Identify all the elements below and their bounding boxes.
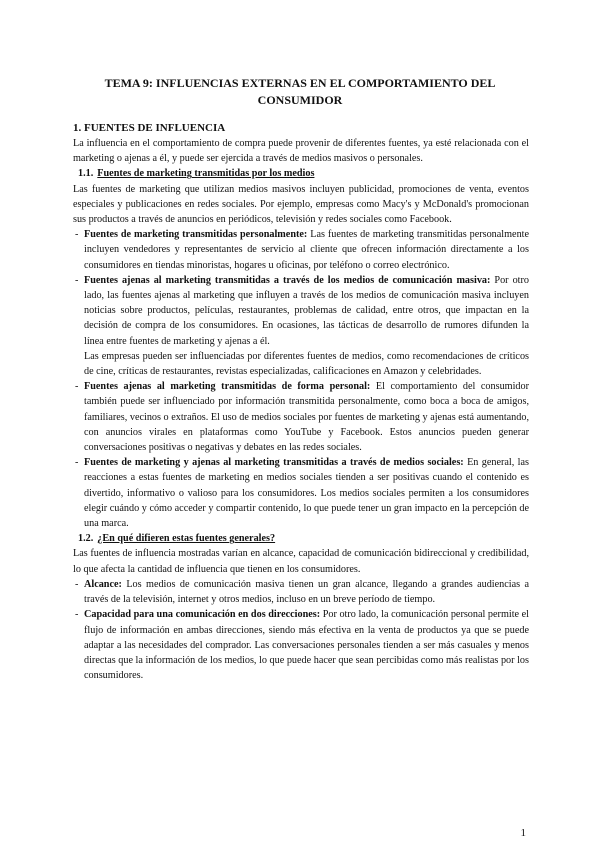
item-text: El comportamiento del consumidor también puede ser influenciado por información transmitida personalmente, como boca a boca de amigos, familiares, vecinos o extraños. El uso de medios sociales por fuentes de marketing y ajenas está aumentando, con anuncios virales en plataformas como YouTube y Facebook. Estos anuncios pueden generar conversaciones positivas o negativas y debates en las redes sociales. xyxy=(84,381,529,454)
dash-bullet: - xyxy=(75,457,79,469)
list-item xyxy=(73,455,529,531)
document-body xyxy=(73,121,529,683)
subsection-heading xyxy=(78,531,529,546)
item-text: Los medios de comunicación masiva tienen un gran alcance, llegando a grandes audiencias a través de la televisión, internet y otros medios, incluso en un breve período de tiempo. xyxy=(84,578,530,606)
list-item xyxy=(73,607,529,683)
document-title: TEMA 9: INFLUENCIAS EXTERNAS EN EL COMPORTAMIENTO DEL CONSUMIDOR xyxy=(104,76,496,107)
item-label: Capacidad para una comunicación en dos direcciones: xyxy=(84,609,321,621)
item-text: Por otro lado, las fuentes ajenas al marketing que influyen a través de los medios de comunicación masiva incluyen noticias sobre productos, películas, restaurantes, problemas de calidad, entre otros, que impactan en la decisión de compra de los consumidores. En ocasiones, las tácticas de desarrollo de rumores difunden la línea entre fuentes de marketing y ajenas a él. xyxy=(84,274,529,347)
subsection-number: 1.1. xyxy=(78,168,94,180)
section-heading: 1. FUENTES DE INFLUENCIA xyxy=(73,122,226,134)
subsection-title: ¿En qué difieren estas fuentes generales? xyxy=(97,533,276,545)
subsection-title: Fuentes de marketing transmitidas por los medios xyxy=(97,168,315,180)
item-text: Las fuentes de marketing transmitidas personalmente incluyen vendedores y representantes de servicio al cliente que ofrecen información directamente a los consumidores en tiendas minoristas, hogares u oficinas, por teléfono o correo electrónico. xyxy=(84,229,530,271)
dash-bullet: - xyxy=(75,274,79,286)
item-text: Por otro lado, la comunicación personal permite el flujo de información en ambas direcciones, siendo más efectiva en la venta de productos ya que se puede adaptar a las necesidades del comprador. Las conversaciones personales tienden a ser más casuales y menos directas que la información de los medios, lo que puede hacer que sean percibidas como más realistas por los consumidores. xyxy=(84,609,529,682)
item-extra-paragraph: Las empresas pueden ser influenciadas por diferentes fuentes de medios, como recomendaciones de críticos de cine, críticas de restaurantes, revistas especializadas, calificaciones en Amazon y celebridades. xyxy=(84,350,529,378)
subsection-heading xyxy=(78,166,529,181)
dash-bullet: - xyxy=(75,609,79,621)
subsection-text: Las fuentes de influencia mostradas varían en alcance, capacidad de comunicación bidireccional y credibilidad, lo que afecta la cantidad de influencia que tienen en los consumidores. xyxy=(73,548,529,575)
dash-bullet: - xyxy=(75,229,79,241)
list-item xyxy=(73,379,529,455)
item-label: Fuentes de marketing y ajenas al marketing transmitidas a través de medios sociales: xyxy=(84,457,464,469)
item-label: Fuentes ajenas al marketing transmitidas a través de los medios de comunicación masiva: xyxy=(84,274,491,286)
dash-bullet: - xyxy=(75,578,79,590)
item-label: Fuentes ajenas al marketing transmitidas de forma personal: xyxy=(84,381,371,393)
list-item xyxy=(73,577,529,607)
page-number: 1 xyxy=(520,827,526,839)
list-item xyxy=(73,227,529,273)
item-label: Alcance: xyxy=(84,578,122,590)
dash-bullet: - xyxy=(75,381,79,393)
list-item xyxy=(73,273,529,379)
subsection-text: Las fuentes de marketing que utilizan medios masivos incluyen publicidad, promociones de venta, eventos especiales y publicaciones en redes sociales. Por ejemplo, empresas como Macy's y McDonald's promocionan sus productos a través de anuncios en periódicos, televisión y redes sociales como Facebook. xyxy=(73,183,529,226)
item-label: Fuentes de marketing transmitidas personalmente: xyxy=(84,229,308,241)
section-intro: La influencia en el comportamiento de compra puede provenir de diferentes fuentes, ya esté relacionada con el marketing o ajenas a él, y puede ser ejercida a través de medios masivos o personales. xyxy=(73,138,529,165)
item-text: En general, las reacciones a estas fuentes de marketing en medios sociales tienden a ser positivas cuando el contenido es divertido, informativo o valioso para los consumidores. Los medios sociales permiten a los consumidores elegir cuándo y cómo acceder y compartir contenido, lo que puede tener un gran impacto en la percepción de una marca. xyxy=(84,457,529,530)
subsection-number: 1.2. xyxy=(78,533,94,545)
